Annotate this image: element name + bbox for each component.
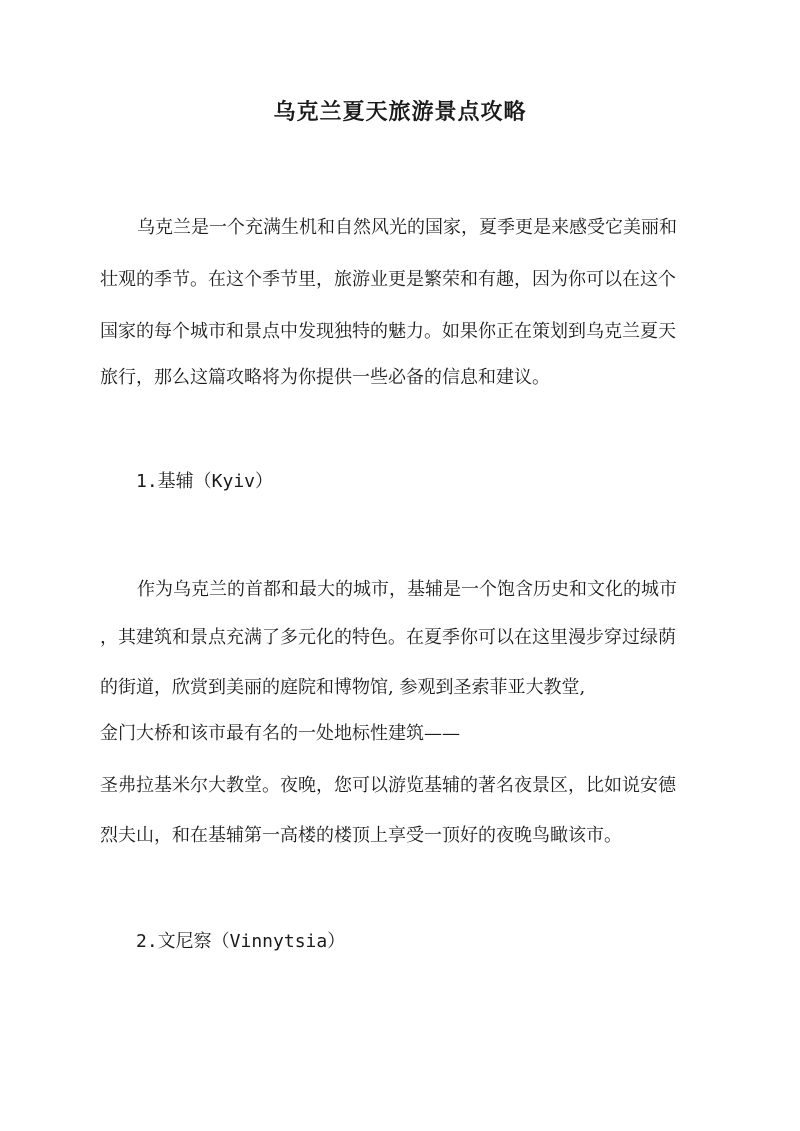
- section-heading-kyiv: 1.基辅（Kyiv）: [136, 471, 274, 492]
- intro-line-2: 壮观的季节。在这个季节里，旅游业更是繁荣和有趣，因为你可以在这个: [100, 269, 676, 290]
- intro-line-1: 乌克兰是一个充满生机和自然风光的国家，夏季更是来感受它美丽和: [137, 217, 677, 238]
- section-kyiv-line-1: 作为乌克兰的首都和最大的城市，基辅是一个饱含历史和文化的城市: [137, 579, 677, 600]
- section-kyiv-line-4: 金门大桥和该市最有名的一处地标性建筑——: [100, 723, 460, 744]
- section-kyiv-line-3: 的街道，欣赏到美丽的庭院和博物馆, 参观到圣索菲亚大教堂,: [100, 677, 586, 698]
- document-title: 乌克兰夏天旅游景点攻略: [273, 99, 527, 125]
- intro-line-3: 国家的每个城市和景点中发现独特的魅力。如果你正在策划到乌克兰夏天: [100, 321, 676, 342]
- section-kyiv-line-6: 烈夫山，和在基辅第一高楼的楼顶上享受一顶好的夜晚鸟瞰该市。: [100, 825, 622, 846]
- section-kyiv-line-2: ，其建筑和景点充满了多元化的特色。在夏季你可以在这里漫步穿过绿荫: [100, 627, 676, 648]
- section-kyiv-line-5: 圣弗拉基米尔大教堂。夜晚，您可以游览基辅的著名夜景区，比如说安德: [100, 775, 676, 796]
- intro-line-4: 旅行，那么这篇攻略将为你提供一些必备的信息和建议。: [100, 367, 550, 388]
- section-heading-vinnytsia: 2.文尼察（Vinnytsia）: [136, 931, 346, 952]
